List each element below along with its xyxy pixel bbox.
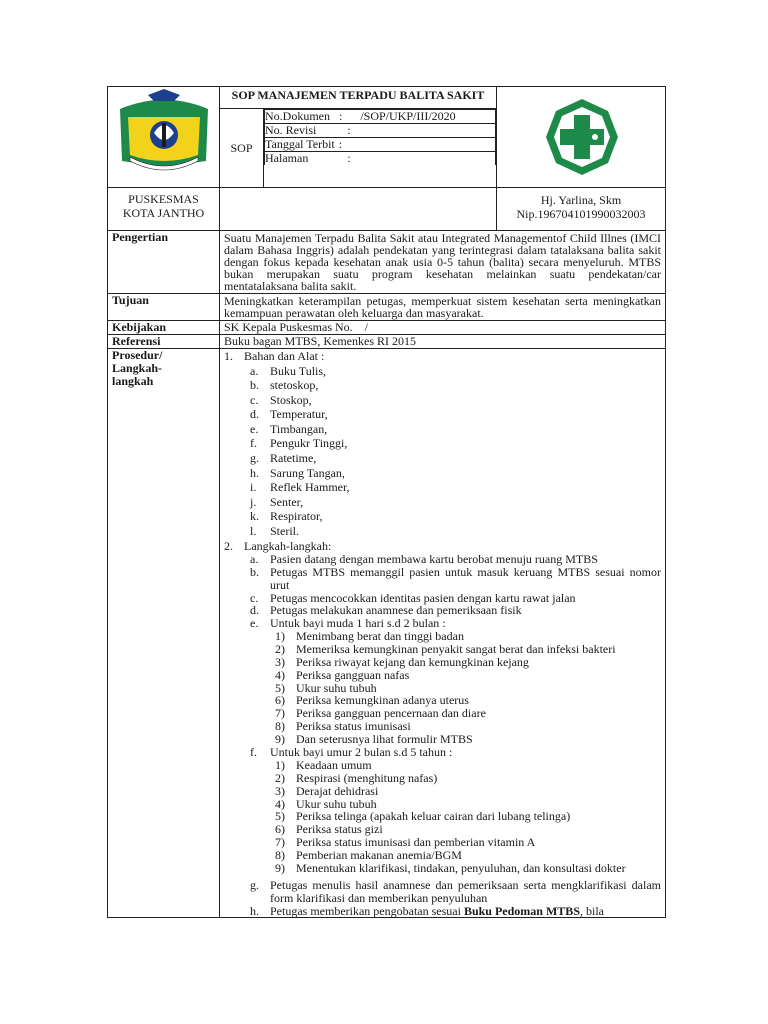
regional-emblem-logo [108, 87, 220, 183]
list-item: 4) Periksa gangguan nafas [275, 667, 410, 682]
langkah-list [224, 746, 661, 759]
list-item: 4) Ukur suhu tubuh [275, 796, 377, 811]
list-item: 9) Menentukan klarifikasi, tindakan, penyuluhan, dan konsultasi dokter [275, 861, 626, 876]
step-item [224, 539, 661, 554]
list-item: 7) Periksa status imunisasi dan pemberian vitamin A [275, 835, 536, 850]
signer-nip: Nip.196704101990032003 [516, 207, 646, 221]
meta-label: No. Revisi [265, 123, 317, 138]
label-line: Langkah- [112, 361, 163, 375]
meta-label: No.Dokumen [265, 109, 330, 124]
list-item: e. Untuk bayi muda 1 hari s.d 2 bulan : [250, 616, 446, 631]
document-meta [264, 109, 497, 188]
signature-block [497, 188, 666, 231]
list-item: h. Petugas memberikan pengobatan sesuai Buku Pedoman MTBS, bila [250, 903, 604, 918]
list-item: 1) Keadaan umum [275, 757, 372, 772]
meta-label: Tanggal Terbit [265, 137, 335, 152]
prosedur-label [108, 349, 220, 918]
bayi-umur-list [224, 759, 661, 875]
step-title: Langkah-langkah: [244, 538, 332, 553]
list-item: 2) Memeriksa kemungkinan penyakit sangat berat dan infeksi bakteri [275, 641, 616, 656]
list-item: c. Petugas mencocokkan identitas pasien dengan kartu rawat jalan [250, 590, 576, 605]
signer-name: Hj. Yarlina, Skm [540, 193, 622, 207]
step-number: 2. [224, 538, 233, 553]
document-title: SOP MANAJEMEN TERPADU BALITA SAKIT [220, 87, 497, 109]
alat-list [224, 364, 661, 539]
step-title: Bahan dan Alat : [244, 349, 325, 363]
step-number: 1. [224, 349, 233, 363]
list-item: 9) Dan seterusnya lihat formulir MTBS [275, 732, 473, 747]
meta-value: : /SOP/UKP/III/2020 [339, 109, 456, 124]
tujuan-text: Meningkatkan keterampilan petugas, memperkuat sistem kesehatan serta meningkatkan kemampuan perawatan oleh keluarga dan masyarakat. [220, 294, 666, 321]
label-line: Prosedur/ [112, 348, 163, 362]
regional-emblem-cell [108, 87, 220, 188]
list-item: 5) Periksa telinga (apakah keluar cairan dari lubang telinga) [275, 809, 571, 824]
puskesmas-logo-cell [497, 87, 666, 188]
list-item: a. Pasien datang dengan membawa kartu berobat menuju ruang MTBS [250, 552, 598, 567]
list-item: g. Petugas menulis hasil anamnese dan pemeriksaan serta mengklarifikasi dalam form klarifikasi dan memberikan penyuluhan [250, 878, 661, 905]
section-label: Referensi [108, 335, 220, 349]
content-table [107, 230, 666, 918]
label-line: langkah [112, 374, 154, 388]
list-item: 2) Respirasi (menghitung nafas) [275, 770, 438, 785]
section-label: Kebijakan [108, 321, 220, 335]
organization-name [108, 188, 220, 231]
kebijakan-text: SK Kepala Puskesmas No. / [220, 321, 666, 335]
list-item: f. Pengukr Tinggi, [250, 436, 348, 451]
step-item [224, 349, 661, 364]
list-item: c. Stoskop, [250, 392, 312, 407]
meta-label: Halaman [265, 151, 309, 166]
prosedur-content [220, 349, 666, 918]
pengertian-text: Suatu Manajemen Terpadu Balita Sakit atau Integrated Managementof Child Illnes (IMCI dalam Bahasa Inggris) adalah pendekatan yang terintegrasi dalam tatalaksana balita sakit dengan fokus kepada kesehatan anak usia 0-5 tahun (balita) secara menyeluruh. MTBS bukan merupakan suatu program kesehatan melainkan suatu pendekatan/car mentatalaksana balita sakit. [220, 231, 666, 294]
referensi-text: Buku bagan MTBS, Kemenkes RI 2015 [220, 335, 666, 349]
list-item: d. Petugas melakukan anamnese dan pemeriksaan fisik [250, 603, 522, 618]
list-item: a. Buku Tulis, [250, 363, 327, 378]
prosedur-steps [224, 349, 661, 364]
bayi-muda-list [224, 630, 661, 746]
list-item: l. Steril. [250, 524, 299, 539]
list-item: f. Untuk bayi umur 2 bulan s.d 5 tahun : [250, 745, 453, 760]
org-line-1: PUSKESMAS [128, 192, 199, 206]
meta-value: : [347, 123, 351, 138]
list-item: j. Senter, [250, 494, 304, 509]
prosedur-steps [224, 539, 661, 554]
list-item: b. stetoskop, [250, 378, 319, 393]
list-item: k. Respirator, [250, 509, 323, 524]
list-item: 8) Pemberian makanan anemia/BGM [275, 848, 462, 863]
list-item: b. Petugas MTBS memanggil pasien untuk masuk keruang MTBS sesuai nomor urut [250, 564, 661, 592]
list-item: 6) Periksa kemungkinan adanya uterus [275, 693, 469, 708]
section-label: Tujuan [108, 294, 220, 321]
list-item: g. Ratetime, [250, 451, 317, 466]
meta-value: : [338, 137, 343, 152]
puskesmas-cross-logo [497, 89, 666, 185]
list-item: i. Reflek Hammer, [250, 480, 350, 495]
header-table [107, 86, 666, 231]
list-item: 1) Menimbang berat dan tinggi badan [275, 628, 464, 643]
list-item: 7) Periksa gangguan pencernaan dan diare [275, 706, 486, 721]
list-item: d. Temperatur, [250, 407, 328, 422]
section-label: Pengertian [108, 231, 220, 294]
list-item: 3) Derajat dehidrasi [275, 783, 379, 798]
sop-label: SOP [220, 109, 264, 188]
list-item: e. Timbangan, [250, 421, 328, 436]
langkah-list [224, 553, 661, 630]
langkah-list [224, 879, 661, 917]
sop-document [107, 86, 665, 929]
list-item: 5) Ukur suhu tubuh [275, 680, 377, 695]
list-item: 6) Periksa status gizi [275, 822, 383, 837]
list-item: 8) Periksa status imunisasi [275, 719, 411, 734]
list-item: h. Sarung Tangan, [250, 465, 345, 480]
list-item: 3) Periksa riwayat kejang dan kemungkinan kejang [275, 654, 529, 669]
blank-cell [220, 188, 497, 231]
meta-value: : [347, 151, 351, 166]
org-line-2: KOTA JANTHO [122, 206, 205, 220]
